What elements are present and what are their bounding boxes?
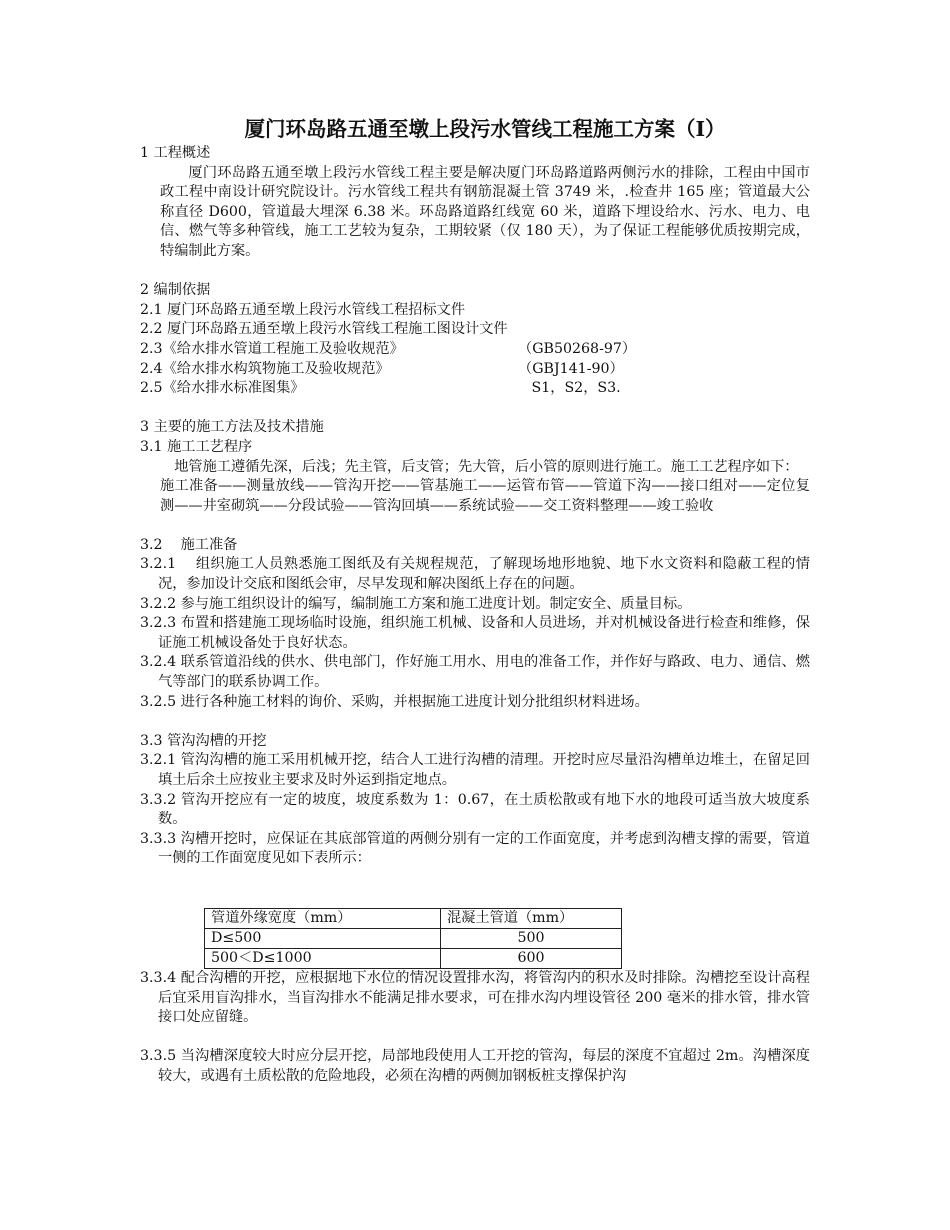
section-3-2-item: 3.2.4 联系管道沿线的供水、供电部门，作好施工用水、用电的准备工作，并作好与路政、电力、通信、燃气等部门的联系协调工作。 xyxy=(140,654,810,691)
reference-item xyxy=(140,301,810,321)
reference-title: 2.2 厦门环岛路五通至墩上段污水管线工程施工图设计文件 xyxy=(140,321,508,338)
section-3-3-item: 3.3.4 配合沟槽的开挖，应根据地下水位的情况设置排水沟，将管沟内的积水及时排除。沟槽挖至设计高程后宜采用盲沟排水，当盲沟排水不能满足排水要求，可在排水沟内埋设管径 200 毫米的排水管，排水管接口处应留缝。 xyxy=(140,969,810,1026)
reference-title: 2.1 厦门环岛路五通至墩上段污水管线工程招标文件 xyxy=(140,301,466,318)
section-3-1-intro: 地管施工遵循先深，后浅；先主管，后支管；先大管，后小管的原则进行施工。施工工艺程序如下： xyxy=(174,458,799,475)
reference-item xyxy=(140,340,810,360)
section-3-3-item: 3.3.3 沟槽开挖时，应保证在其底部管道的两侧分别有一定的工作面宽度，并考虑到沟槽支撑的需要，管道一侧的工作面宽度见如下表所示： xyxy=(140,830,810,867)
table-row xyxy=(205,928,622,948)
section-3-2-item: 3.2.1 组织施工人员熟悉施工图纸及有关规程规范，了解现场地形地貌、地下水文资料和隐蔽工程的情况，参加设计交底和图纸会审，尽早发现和解决图纸上存在的问题。 xyxy=(140,556,810,593)
spacer xyxy=(140,1028,810,1048)
section-1-heading: 1 工程概述 xyxy=(140,145,211,161)
table-header-row xyxy=(205,908,622,928)
section-3-2-item: 3.2.5 进行各种施工材料的询价、采购，并根据施工进度计划分批组织材料进场。 xyxy=(140,693,649,710)
table-row xyxy=(205,948,622,968)
section-3-2-item: 3.2.2 参与施工组织设计的编写，编制施工方案和施工进度计划。制定安全、质量目标。 xyxy=(140,595,692,612)
document-page xyxy=(140,114,810,1087)
reference-item xyxy=(140,320,810,340)
spacer xyxy=(140,516,810,536)
section-3-3-item: 3.2.1 管沟沟槽的施工采用机械开挖，结合人工进行沟槽的清理。开挖时应尽量沿沟槽单边堆土，在留足回填土后余土应按业主要求及时外运到指定地点。 xyxy=(140,752,810,788)
section-2-heading: 2 编制依据 xyxy=(140,282,211,299)
table-header-cell: 管道外缘宽度（mm） xyxy=(205,908,441,928)
table-header-cell: 混凝土管道（mm） xyxy=(441,908,622,928)
reference-code: （GB50268-97） xyxy=(518,340,637,357)
section-3-3-item: 3.3.2 管沟开挖应有一定的坡度，坡度系数为 1：0.67，在土质松散或有地下水的地段可适当放大坡度系数。 xyxy=(140,791,810,828)
section-3-2-heading: 3.2 施工准备 xyxy=(140,536,238,553)
section-1-body: 厦门环岛路五通至墩上段污水管线工程主要是解决厦门环岛路道路两侧污水的排除，工程由中国市政工程中南设计研究院设计。污水管线工程共有钢筋混凝土管 3749 米，.检查井 165 座；管道最大公称直径 D600，管道最大埋深 6.38 米。环岛路道路红线宽 60 米，道路下埋设给水、污水、电力、电信、燃气等多种管线，施工工艺较为复杂，工期较紧（仅 180 天），为了保证工程能够优质按期完成，特编制此方案。 xyxy=(160,164,810,259)
table-cell: 500 xyxy=(441,928,622,948)
reference-title: 2.3《给水排水管道工程施工及验收规范》 xyxy=(140,340,404,357)
reference-list xyxy=(140,301,810,399)
reference-title: 2.5《给水排水标准图集》 xyxy=(140,380,305,397)
spacer xyxy=(140,262,810,282)
section-3-2-item: 3.2.3 布置和搭建施工现场临时设施，组织施工机械、设备和人员进场，并对机械设备进行检查和维修，保证施工机械设备处于良好状态。 xyxy=(140,615,810,651)
section-3-1-heading: 3.1 施工工艺程序 xyxy=(140,438,253,455)
reference-code: （GBJ141-90） xyxy=(518,360,624,377)
reference-title: 2.4《给水排水构筑物施工及验收规范》 xyxy=(140,360,390,377)
section-3-heading: 3 主要的施工方法及技术措施 xyxy=(140,419,324,436)
reference-item xyxy=(140,379,810,399)
spacer xyxy=(140,399,810,419)
work-space-width-table xyxy=(204,908,622,969)
table-cell: 600 xyxy=(441,948,622,968)
spacer xyxy=(140,712,810,732)
section-3-1-process: 施工准备——测量放线——管沟开挖——管基施工——运管布管——管道下沟——接口组对——定位复测——井室砌筑——分段试验——管沟回填——系统试验——交工资料整理——竣工验收 xyxy=(160,478,810,514)
reference-code: S1，S2，S3. xyxy=(518,380,621,397)
section-3-3-item: 3.3.5 当沟槽深度较大时应分层开挖，局部地段使用人工开挖的管沟，每层的深度不宜超过 2m。沟槽深度较大，或遇有土质松散的危险地段，必须在沟槽的两侧加钢板桩支撑保护沟 xyxy=(140,1048,810,1084)
reference-item xyxy=(140,360,810,380)
table-cell: D≤500 xyxy=(205,928,441,948)
document-title: 厦门环岛路五通至墩上段污水管线工程施工方案（I） xyxy=(244,117,726,141)
table-cell: 500＜D≤1000 xyxy=(205,948,441,968)
section-3-3-heading: 3.3 管沟沟槽的开挖 xyxy=(140,732,267,749)
